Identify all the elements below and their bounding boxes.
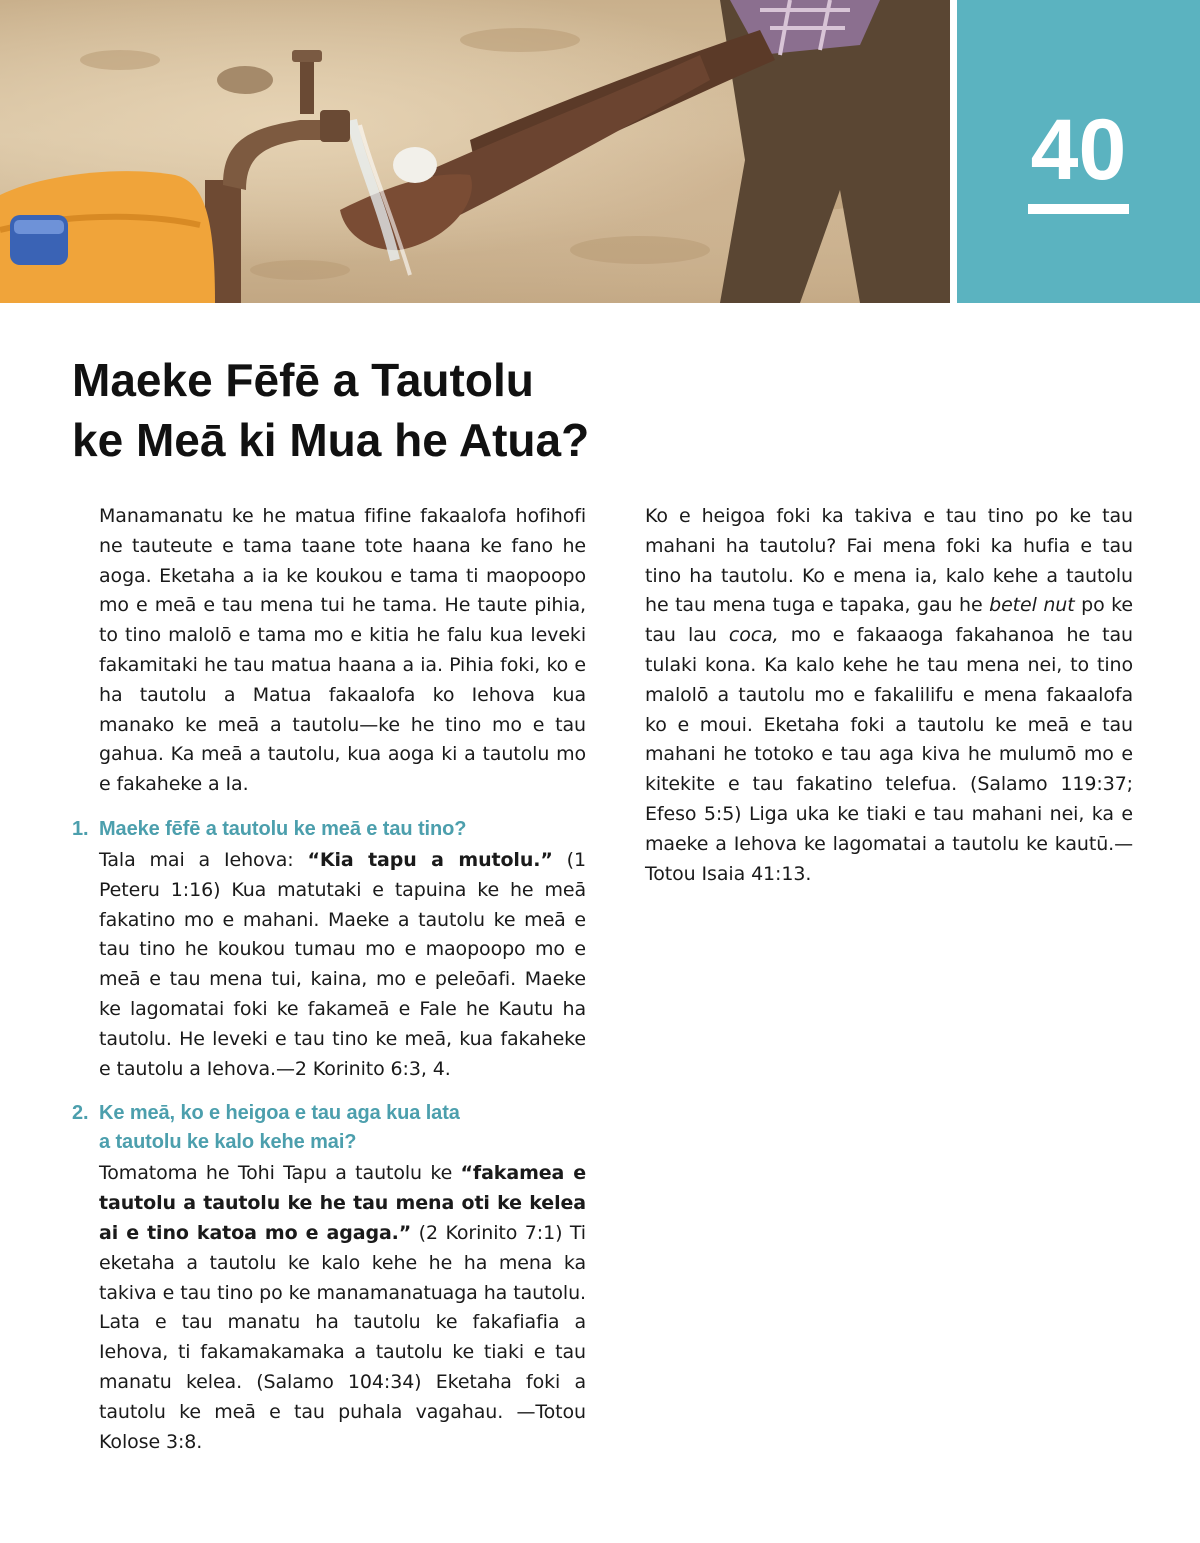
rp2-text-1: Ko e heigoa foki ka takiva e tau tino po ke tau mahani ha tautolu? Fai mena foki ka hufia e tau tino ha tautolu. Ko e mena ia, kalo kehe a tautolu he tau mena tuga e tapaka, gau he [645,505,1133,617]
rp2-text-2: po ke tau lau [645,594,1133,647]
rp2-italic-2: coca, [728,624,779,647]
left-column [72,502,586,1457]
header-photo [0,0,950,303]
q1-text-start: Tala mai a Iehova: [99,848,308,871]
question-2-number: 2. [72,1102,89,1125]
title-line-1: Maeke Fēfē a Tautolu [72,354,534,406]
q1-text-rest: (1 Peteru 1:16) Kua matutaki e tapuina ke he meā fakatino mo e mahani. Maeke a tautolu ke meā e tau tino he koukou tumau mo e maopoopo mo e meā e tau mena tui, kaina, mo e peleōafi. Maeke ke lagomatai foki ke fakameā e Fale he Kautu ha tautolu. He leveki e tau tino ke meā, kua fakaheke e tautolu a Iehova.—2 Korinito 6:3, 4. [99,848,586,1080]
question-1-heading [72,815,586,844]
chapter-number-panel [957,0,1200,303]
soap [393,147,437,183]
right-paragraph-2 [645,502,1133,889]
q1-quote: “Kia tapu a mutolu.” [307,848,553,871]
question-2-paragraph [72,1159,586,1457]
q2-text-start: Tomatoma he Tohi Tapu a tautolu ke [99,1162,461,1185]
hands [340,174,472,250]
question-1-number: 1. [72,817,89,840]
tap [223,120,330,190]
page-title [72,350,972,470]
left-arm [430,55,710,220]
chapter-number: 40 [1030,102,1127,198]
question-2-line-2: a tautolu ke kalo kehe mai? [99,1131,357,1154]
rock [217,66,273,94]
question-1-text: Maeke fēfē a tautolu ke meā e tau tino? [99,817,467,840]
chapter-rule [1028,204,1129,214]
q2-text-rest: (2 Korinito 7:1) Ti eketaha a tautolu ke kalo kehe he ha mena ka takiva e tau tino po ke manamanatuaga ha tautolu. Lata e tau manatu ha tautolu ke fakafiafia a Iehova, ti fakamakamaka a tautolu ke tiaki e tau manatu kelea. (Salamo 104:34) Eketaha foki a tautolu ke meā e tau puhala vagahau. —Totou Kolose 3:8. [99,1221,586,1453]
question-1-paragraph [72,846,586,1084]
question-2-line-1: Ke meā, ko e heigoa e tau aga kua lata [99,1102,460,1125]
rp2-text-3: mo e fakaaoga fakahanoa he tau tulaki kona. Ka kalo kehe he tau mena nei, to tino malolō a tautolu mo e fakalilifu e mena fakaalofa ko e moui. Eketaha foki a tautolu ke meā e tau mahani he totoko e tau aga kiva he mulumō mo e kitekite e tau fakatino telefua. (Salamo 119:37; Efeso 5:5) Liga uka ke tiaki e tau mahani nei, ka e maeke a Iehova ke lagomatai a tautolu ke kautū.—Totou Isaia 41:13. [645,624,1133,885]
intro-paragraph: Manamanatu ke he matua fifine fakaalofa hofihofi ne tauteute e tama taane tote haana ke fano he aoga. Eketaha a ia ke koukou e tama ti maopoopo mo e meā e tau mena tui he tama. He taute pihia, to tino malolō e tama mo e kitia he falu kua leveki fakamitaki he tau matua haana a ia. Pihia foki, ko e ha tautolu a Matua fakaalofa ko Iehova kua manako ke meā a tautolu—ke he tino mo e tau gahua. Ka meā a tautolu, kua aoga ki a tautolu mo e fakaheke a Ia. [99,505,586,796]
right-column [645,502,1133,889]
question-2-text [99,1099,586,1157]
rp2-italic-1: betel nut [989,594,1075,617]
hand-washing-illustration [0,0,950,303]
q2-quote: “fakamea e tautolu a tautolu ke he tau mena oti ke kelea ai e tino katoa mo e agaga.” [99,1162,586,1244]
question-2-heading [72,1099,586,1157]
title-line-2: ke Meā ki Mua he Atua? [72,414,590,466]
